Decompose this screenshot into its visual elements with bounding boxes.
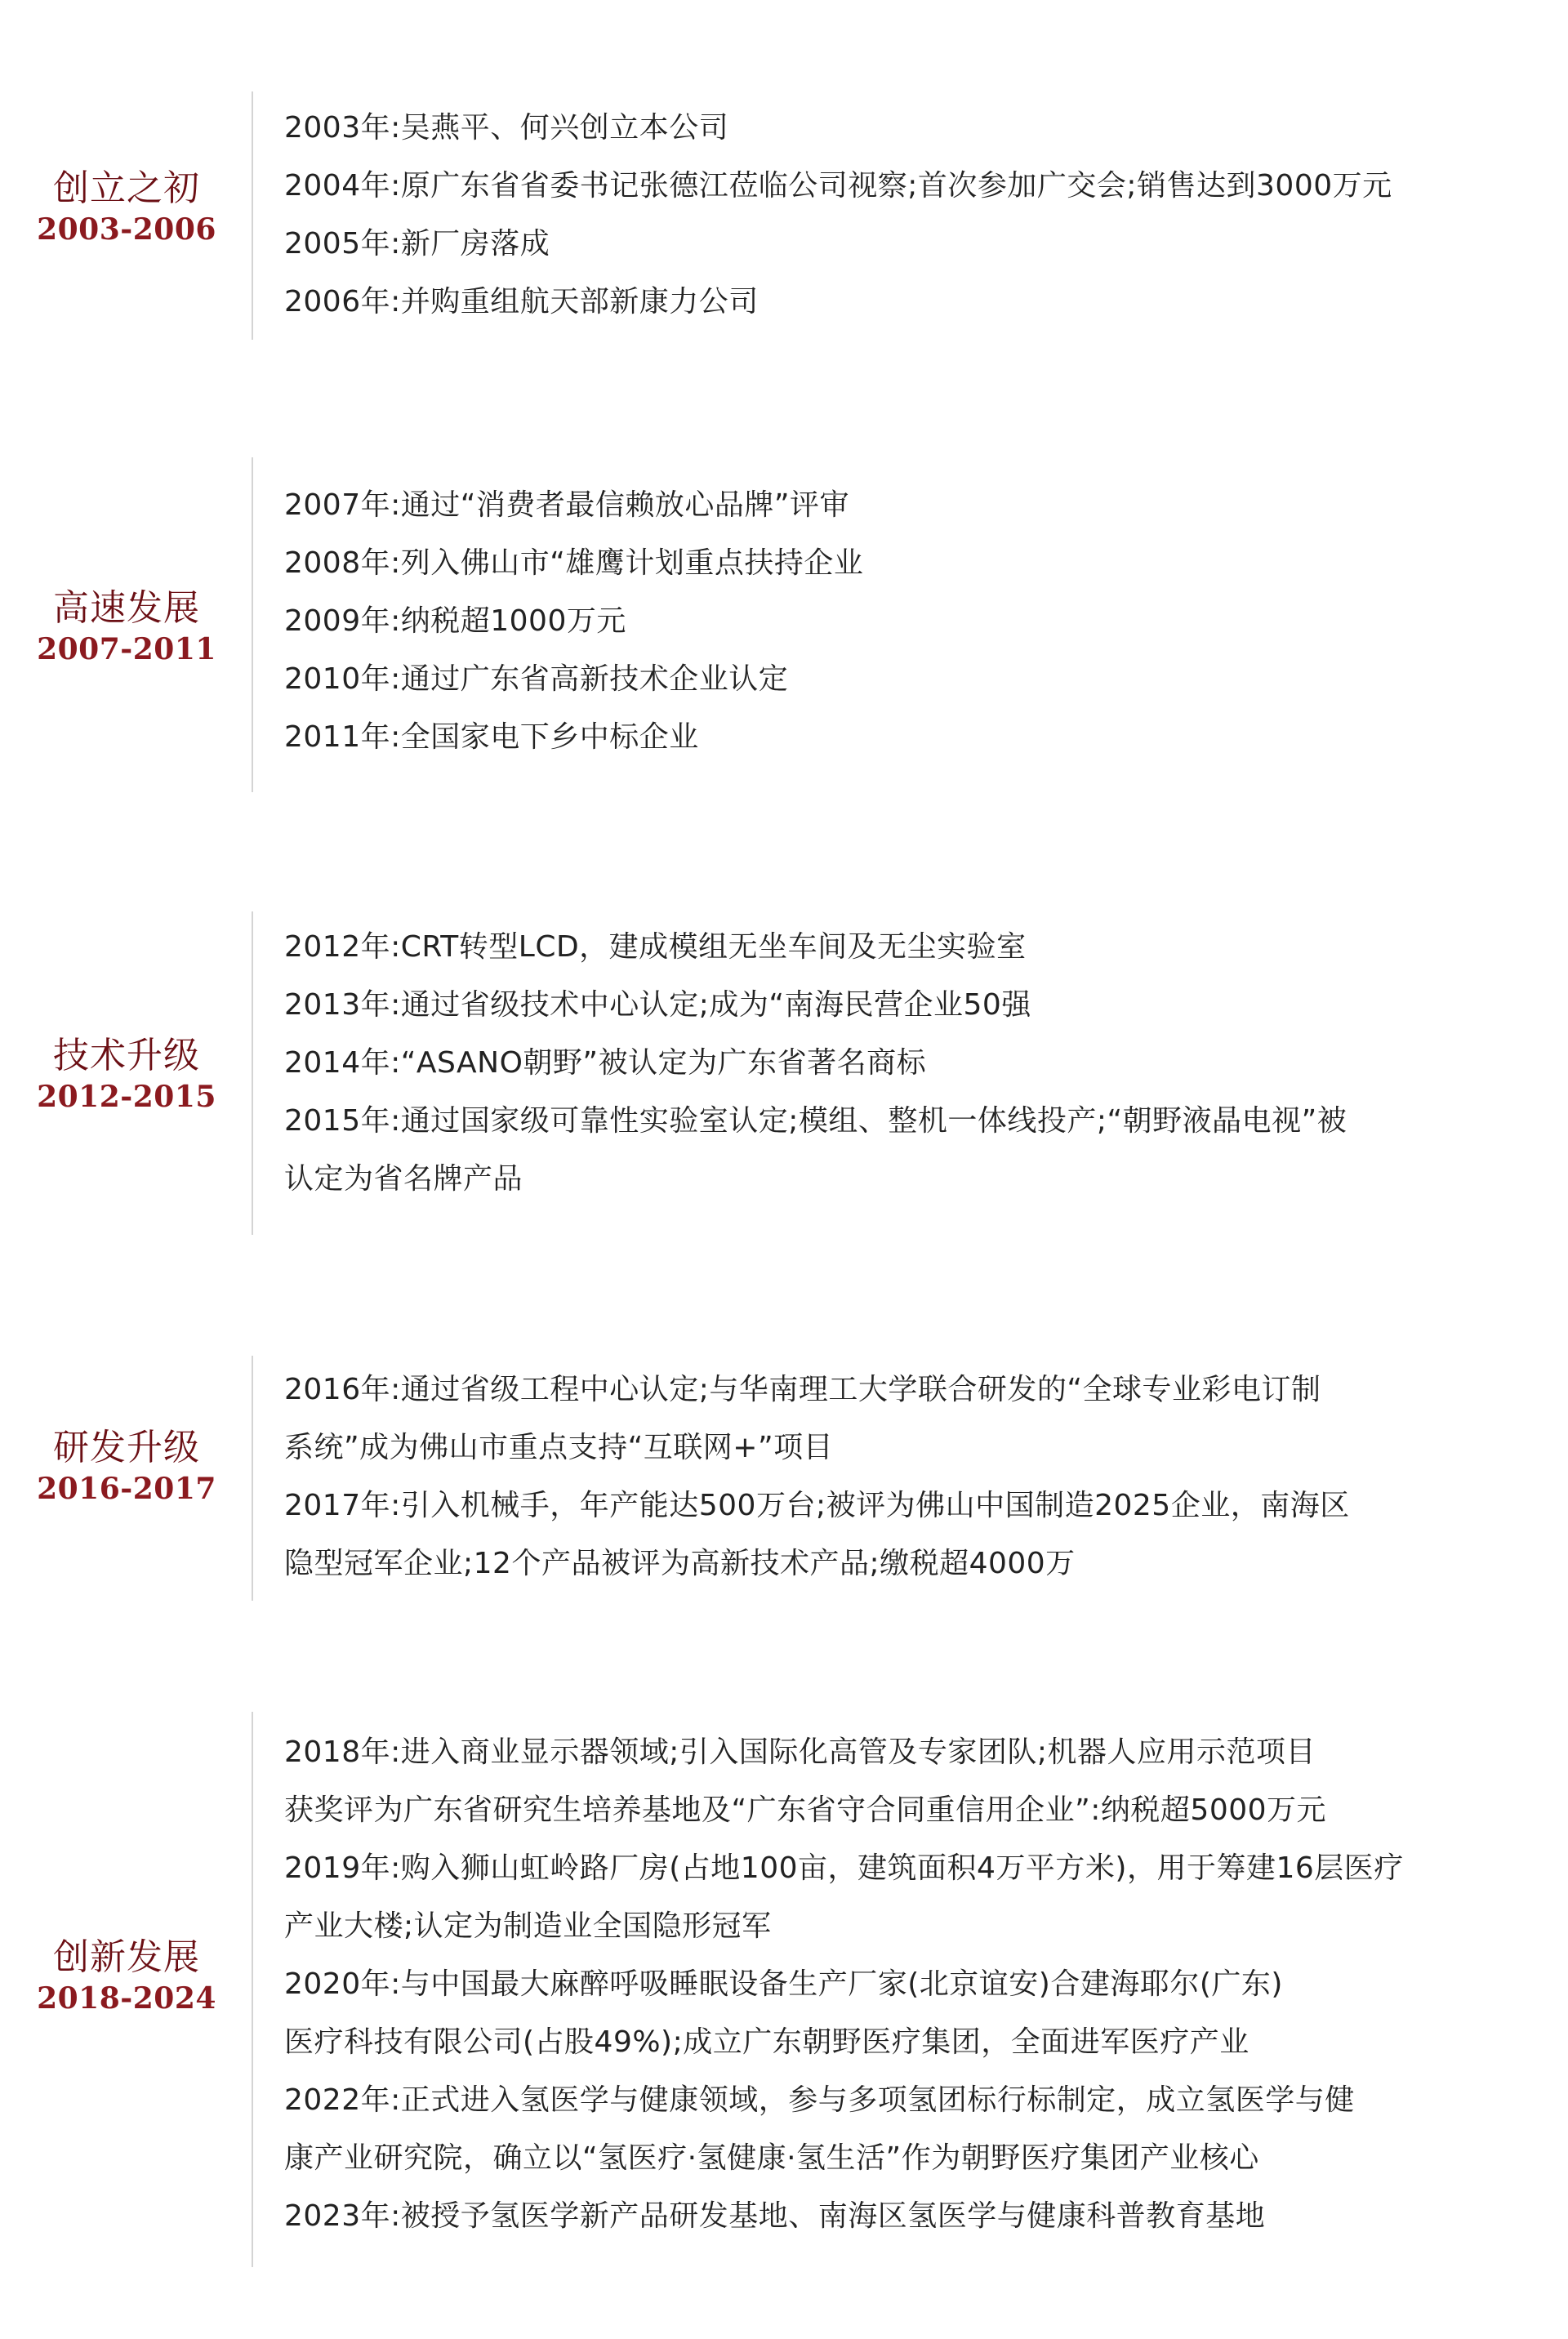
- event-line: 2017年:引入机械手，年产能达500万台;被评为佛山中国制造2025企业，南海区: [284, 1489, 1350, 1522]
- event-line: 2004年:原广东省省委书记张德江莅临公司视察;首次参加广交会;销售达到3000万元: [284, 169, 1392, 203]
- period-label: [16, 1426, 237, 1508]
- event-line: 2012年:CRT转型LCD，建成模组无坐车间及无尘实验室: [284, 930, 1027, 964]
- event-line: 2019年:购入狮山虹岭路厂房(占地100亩，建筑面积4万平方米)，用于筹建16层医疗: [284, 1851, 1404, 1885]
- event-list: [284, 99, 1526, 331]
- event-line: 系统”成为佛山市重点支持“互联网+”项目: [284, 1431, 834, 1464]
- timeline-divider: [252, 1356, 253, 1601]
- event-line: 2015年:通过国家级可靠性实验室认定;模组、整机一体线投产;“朝野液晶电视”被: [284, 1104, 1348, 1138]
- event-line: 2009年:纳税超1000万元: [284, 604, 626, 638]
- timeline-divider: [252, 91, 253, 340]
- period-years: 2012-2015: [37, 1080, 216, 1114]
- event-line: 康产业研究院，确立以“氢医疗·氢健康·氢生活”作为朝野医疗集团产业核心: [284, 2141, 1259, 2175]
- event-line: 隐型冠军企业;12个产品被评为高新技术产品;缴税超4000万: [284, 1547, 1076, 1580]
- period-years: 2018-2024: [37, 1981, 216, 2016]
- event-line: 2013年:通过省级技术中心认定;成为“南海民营企业50强: [284, 988, 1031, 1022]
- event-list: [284, 1361, 1526, 1593]
- timeline-divider: [252, 911, 253, 1235]
- event-line: 2022年:正式进入氢医学与健康领域，参与多项氢团标行标制定，成立氢医学与健: [284, 2083, 1355, 2117]
- period-title: 技术升级: [53, 1035, 200, 1076]
- period-title: 创新发展: [53, 1936, 200, 1978]
- period-title: 创立之初: [53, 167, 200, 209]
- event-line: 2014年:“ASANO朝野”被认定为广东省著名商标: [284, 1046, 927, 1080]
- event-list: [284, 918, 1526, 1208]
- timeline-divider: [252, 457, 253, 792]
- event-line: 2016年:通过省级工程中心认定;与华南理工大学联合研发的“全球专业彩电订制: [284, 1373, 1321, 1406]
- period-label: [16, 167, 237, 248]
- event-line: 2006年:并购重组航天部新康力公司: [284, 285, 759, 319]
- event-line: 2005年:新厂房落成: [284, 227, 550, 261]
- event-line: 2007年:通过“消费者最信赖放心品牌”评审: [284, 488, 850, 522]
- event-line: 2003年:吴燕平、何兴创立本公司: [284, 111, 729, 145]
- period-title: 研发升级: [53, 1427, 200, 1468]
- timeline-divider: [252, 1712, 253, 2267]
- event-line: 2008年:列入佛山市“雄鹰计划重点扶持企业: [284, 546, 864, 580]
- event-list: [284, 476, 1526, 766]
- event-line: 医疗科技有限公司(占股49%);成立广东朝野医疗集团，全面进军医疗产业: [284, 2025, 1250, 2059]
- event-line: 获奖评为广东省研究生培养基地及“广东省守合同重信用企业”:纳税超5000万元: [284, 1793, 1327, 1827]
- event-line: 2011年:全国家电下乡中标企业: [284, 720, 699, 754]
- event-line: 2010年:通过广东省高新技术企业认定: [284, 662, 789, 696]
- event-list: [284, 1723, 1526, 2245]
- event-line: 2023年:被授予氢医学新产品研发基地、南海区氢医学与健康科普教育基地: [284, 2199, 1266, 2233]
- event-line: 2020年:与中国最大麻醉呼吸睡眠设备生产厂家(北京谊安)合建海耶尔(广东): [284, 1967, 1283, 2001]
- period-years: 2016-2017: [37, 1472, 216, 1506]
- event-line: 产业大楼;认定为制造业全国隐形冠军: [284, 1909, 772, 1943]
- period-label: [16, 586, 237, 668]
- period-label: [16, 1936, 237, 2017]
- period-years: 2003-2006: [37, 212, 216, 247]
- period-title: 高速发展: [53, 587, 200, 629]
- event-line: 2018年:进入商业显示器领域;引入国际化高管及专家团队;机器人应用示范项目: [284, 1735, 1316, 1769]
- period-label: [16, 1034, 237, 1116]
- period-years: 2007-2011: [37, 632, 216, 666]
- event-line: 认定为省名牌产品: [284, 1162, 523, 1196]
